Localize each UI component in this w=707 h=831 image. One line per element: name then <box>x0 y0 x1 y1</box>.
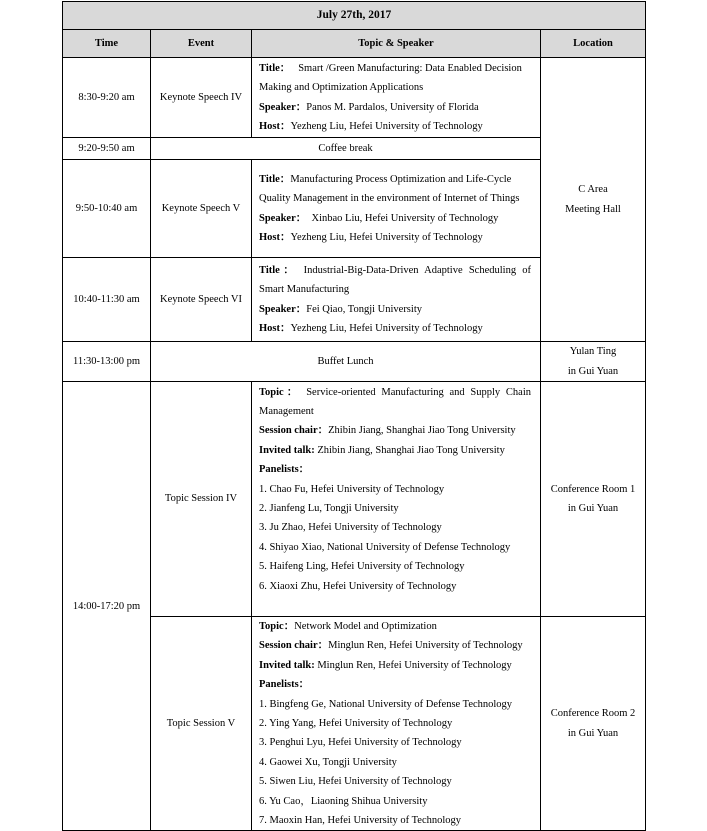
break-cell: Coffee break <box>151 138 541 160</box>
speaker-label: Speaker： <box>259 212 307 224</box>
title-label: Title： <box>259 264 298 276</box>
title-text: Smart /Green Manufacturing: Data Enabled Decision <box>298 62 522 74</box>
panelist-item: 2. Jianfeng Lu, Tongji University <box>259 503 399 514</box>
panelists-label: Panelists： <box>259 679 310 691</box>
panelist-item: 3. Ju Zhao, Hefei University of Technology <box>259 522 442 534</box>
location-cell-c-area <box>541 58 646 342</box>
panelist-item: 6. Xiaoxi Zhu, Hefei University of Technology <box>259 580 457 592</box>
event-cell: Topic Session V <box>151 617 252 831</box>
event-cell: Keynote Speech V <box>151 160 252 258</box>
chair-label: Session chair： <box>259 425 329 437</box>
invited-label: Invited talk: <box>259 444 315 456</box>
table-row <box>63 58 646 138</box>
topic-label: Topic： <box>259 386 301 398</box>
panelist-item: 1. Chao Fu, Hefei University of Technology <box>259 483 445 495</box>
topic-cell <box>252 382 541 617</box>
host-text: Yezheng Liu, Hefei University of Technology <box>290 120 483 132</box>
panelists-label: Panelists： <box>259 464 310 476</box>
event-cell: Keynote Speech IV <box>151 58 252 138</box>
event-cell: Topic Session IV <box>151 382 252 617</box>
title-text-cont: Making and Optimization Applications <box>259 82 424 94</box>
speaker-text: Xinbao Liu, Hefei University of Technology <box>311 212 499 224</box>
speaker-text: Panos M. Pardalos, University of Florida <box>306 101 479 113</box>
location-line: C Area <box>578 184 608 196</box>
invited-text: Minglun Ren, Hefei University of Technology <box>317 659 512 671</box>
topic-cell <box>252 160 541 258</box>
location-line: in Gui Yuan <box>567 727 619 739</box>
title-text: Industrial-Big-Data-Driven Adaptive Scheduling of <box>303 264 532 276</box>
time-cell: 14:00-17:20 pm <box>63 382 151 831</box>
date-row <box>63 2 646 30</box>
invited-text: Zhibin Jiang, Shanghai Jiao Tong University <box>317 444 505 456</box>
host-label: Host： <box>259 322 291 334</box>
topic-cell <box>252 617 541 831</box>
title-text-cont: Quality Management in the environment of Internet of Things <box>259 193 520 205</box>
time-cell: 9:20-9:50 am <box>63 138 151 160</box>
panelist-item: 6. Yu Cao，Liaoning Shihua University <box>259 795 428 807</box>
date-heading: July 27th, 2017 <box>63 2 646 30</box>
title-label: Title： <box>259 173 291 185</box>
topic-text: Network Model and Optimization <box>294 621 437 632</box>
table-row <box>63 382 646 617</box>
panelist-item: 2. Ying Yang, Hefei University of Technology <box>259 718 453 730</box>
topic-cell <box>252 258 541 342</box>
location-line: Conference Room 1 <box>550 483 636 495</box>
chair-text: Zhibin Jiang, Shanghai Jiao Tong University <box>328 425 516 437</box>
host-label: Host： <box>259 231 291 243</box>
location-line: in Gui Yuan <box>567 503 619 514</box>
host-label: Host： <box>259 120 291 132</box>
title-label: Title： <box>259 62 291 74</box>
host-text: Yezheng Liu, Hefei University of Technology <box>290 322 483 334</box>
chair-text: Minglun Ren, Hefei University of Technology <box>328 640 523 652</box>
title-text: Manufacturing Process Optimization and Life-Cycle <box>290 173 512 185</box>
time-cell: 9:50-10:40 am <box>63 160 151 258</box>
topic-cell <box>252 58 541 138</box>
chair-label: Session chair： <box>259 640 329 652</box>
title-text-cont: Smart Manufacturing <box>259 284 350 296</box>
speaker-label: Speaker： <box>259 101 307 113</box>
event-cell: Keynote Speech VI <box>151 258 252 342</box>
location-line: Meeting Hall <box>565 203 621 215</box>
table-row <box>63 342 646 382</box>
topic-text: Service-oriented Manufacturing and Supply Chain <box>306 386 531 398</box>
break-cell: Buffet Lunch <box>151 342 541 382</box>
location-cell <box>541 342 646 382</box>
location-line: Yulan Ting <box>569 346 617 358</box>
time-cell: 10:40-11:30 am <box>63 258 151 342</box>
header-time: Time <box>63 30 151 58</box>
topic-text-cont: Management <box>259 405 314 417</box>
host-text: Yezheng Liu, Hefei University of Technology <box>290 231 483 243</box>
header-location: Location <box>541 30 646 58</box>
panelist-item: 3. Penghui Lyu, Hefei University of Technology <box>259 737 462 749</box>
panelist-item: 1. Bingfeng Ge, National University of Defense Technology <box>259 698 513 710</box>
panelist-item: 4. Shiyao Xiao, National University of Defense Technology <box>259 541 511 553</box>
panelist-item: 7. Maoxin Han, Hefei University of Technology <box>259 815 462 827</box>
speaker-text: Fei Qiao, Tongji University <box>306 303 422 315</box>
location-cell <box>541 382 646 617</box>
time-cell: 8:30-9:20 am <box>63 58 151 138</box>
panelist-item: 5. Siwen Liu, Hefei University of Technology <box>259 776 452 788</box>
header-event: Event <box>151 30 252 58</box>
header-topic: Topic & Speaker <box>252 30 541 58</box>
schedule-table <box>62 1 646 831</box>
location-line: in Gui Yuan <box>567 365 619 377</box>
table-row <box>63 617 646 831</box>
panelist-item: 5. Haifeng Ling, Hefei University of Technology <box>259 561 465 573</box>
location-line: Conference Room 2 <box>550 708 636 720</box>
time-cell: 11:30-13:00 pm <box>63 342 151 382</box>
column-header-row <box>63 30 646 58</box>
panelist-item: 4. Gaowei Xu, Tongji University <box>259 756 397 768</box>
topic-label: Topic： <box>259 621 295 632</box>
location-cell <box>541 617 646 831</box>
speaker-label: Speaker： <box>259 303 307 315</box>
invited-label: Invited talk: <box>259 659 315 671</box>
